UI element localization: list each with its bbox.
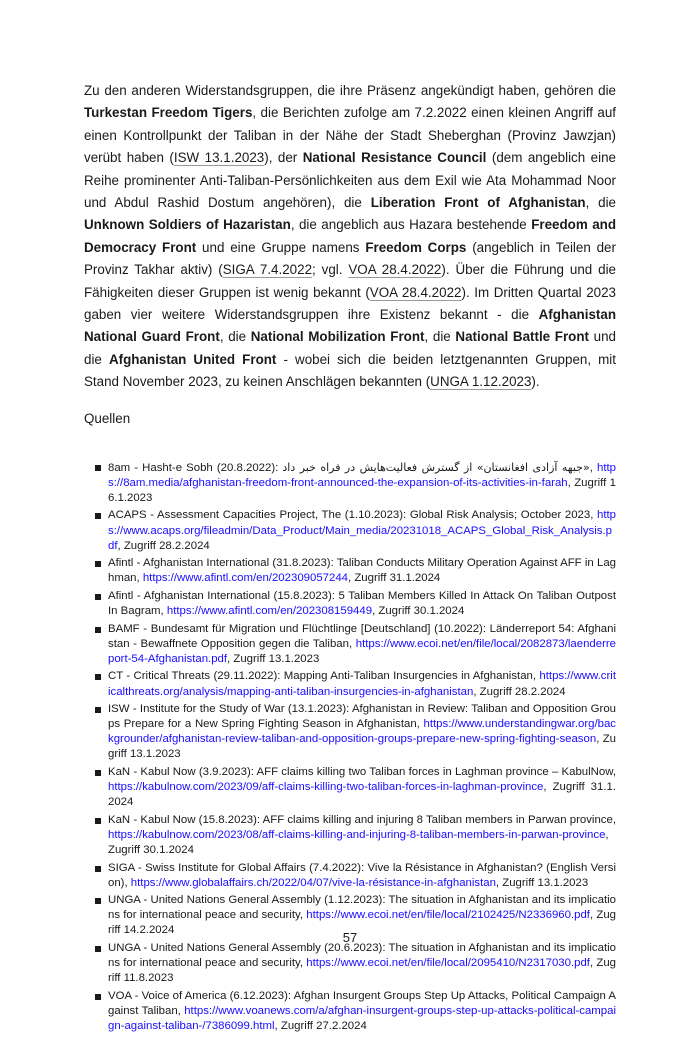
- citation-link[interactable]: ISW 13.1.2023: [173, 150, 265, 166]
- source-url-link[interactable]: https://www.ecoi.net/en/file/local/2102425/N2336960.pdf: [306, 909, 590, 922]
- text: ). Im Dritten Quartal 2023 gaben vier weitere Widerstandsgruppen ihre Existenz bekannt - die: [84, 284, 616, 323]
- source-item: [108, 941, 616, 986]
- text: , die: [585, 195, 617, 211]
- source-item: [108, 669, 616, 699]
- source-item: [108, 861, 616, 891]
- group-name: Liberation Front of Afghanistan: [370, 195, 586, 211]
- source-url-link[interactable]: https://www.globalaffairs.ch/2022/04/07/vive-la-résistance-in-afghanistan: [130, 876, 496, 889]
- group-name: National Mobilization Front: [250, 329, 425, 345]
- source-url-link[interactable]: https://www.acaps.org/fileadmin/Data_Product/Main_media/20231018_ACAPS_Global_Risk_Analysis.pdf: [108, 509, 616, 552]
- text: ), der: [264, 150, 303, 166]
- text: (angeblich in Teilen der Provinz Takhar aktiv) (: [84, 239, 616, 278]
- source-text: ACAPS - Assessment Capacities Project, The (1.10.2023): Global Risk Analysis; October 2023,: [108, 509, 597, 522]
- text: , die angeblich aus Hazara bestehende: [290, 217, 532, 233]
- source-access-date: , Zugriff 31.1.2024: [348, 572, 441, 585]
- text: , die: [424, 329, 456, 345]
- group-name: Freedom Corps: [365, 239, 467, 255]
- source-access-date: , Zugriff 13.1.2023: [227, 652, 320, 665]
- source-text: ,: [589, 461, 597, 474]
- source-item: [108, 589, 616, 619]
- source-text: BAMF - Bundesamt für Migration und Flüchtlinge [Deutschland] (10.2022): Länderreport 54: Afghanistan - Bewaffnete Opposition gegen die Taliban,: [108, 622, 616, 650]
- text: ; vgl.: [312, 262, 349, 278]
- source-item: [108, 556, 616, 586]
- source-text: Afintl - Afghanistan International (15.8.2023): 5 Taliban Members Killed In Attack On Taliban Outpost In Bagram,: [108, 589, 616, 618]
- source-access-date: , Zugriff 16.1.2023: [108, 476, 616, 504]
- source-access-date: , Zugriff 27.2.2024: [274, 1019, 367, 1032]
- text: Zu den anderen Widerstandsgruppen, die ihre Präsenz angekündigt haben, gehören die: [84, 83, 616, 98]
- text: und eine Gruppe namens: [196, 239, 366, 255]
- source-text: CT - Critical Threats (29.11.2022): Mapping Anti-Taliban Insurgencies in Afghanistan,: [108, 670, 540, 683]
- source-text: KaN - Kabul Now (15.8.2023): AFF claims killing and injuring 8 Taliban members in Parwan province,: [108, 813, 616, 826]
- text: (dem angeblich eine Reihe prominenter Anti-Taliban-Persönlichkeiten aus dem Exil wie Ata Mohammad Noor und Abdul Rashid Dostum angehören), die: [84, 150, 616, 211]
- citation-link[interactable]: UNGA 1.12.2023: [430, 374, 532, 390]
- source-text: SIGA - Swiss Institute for Global Affairs (7.4.2022): Vive la Résistance in Afghanistan? (English Version),: [108, 861, 616, 889]
- text: und die: [84, 329, 617, 367]
- group-name: National Resistance Council: [302, 150, 487, 166]
- source-access-date: , Zugriff 31.1.2024: [108, 781, 616, 809]
- source-url-link[interactable]: https://www.voanews.com/a/afghan-insurgent-groups-step-up-attacks-political-campaign-against-taliban-/7386099.html: [108, 1004, 616, 1032]
- source-title-persian: «جبهه آزادی افغانستان» از گسترش فعالیت‌هایش در فراه خبر داد: [282, 460, 590, 474]
- source-text: UNGA - United Nations General Assembly (20.6.2023): The situation in Afghanistan and its implications for international peace and security,: [108, 942, 616, 970]
- group-name: Afghanistan United Front: [108, 351, 277, 367]
- source-url-link[interactable]: https://www.afintl.com/en/202309057244: [142, 572, 348, 585]
- source-text: UNGA - United Nations General Assembly (1.12.2023): The situation in Afghanistan and its implications for international peace and security,: [108, 894, 616, 922]
- source-access-date: , Zugriff 13.1.2023: [108, 733, 616, 761]
- citation-link[interactable]: VOA 28.4.2022: [369, 284, 462, 300]
- citation-link[interactable]: SIGA 7.4.2022: [222, 262, 313, 278]
- source-url-link[interactable]: https://kabulnow.com/2023/08/aff-claims-killing-and-injuring-8-taliban-members-in-parwan-province: [108, 828, 606, 841]
- source-text: VOA - Voice of America (6.12.2023): Afghan Insurgent Groups Step Up Attacks, Political Campaign Against Taliban,: [108, 989, 616, 1017]
- page-body: [84, 80, 616, 1037]
- source-item: [108, 702, 616, 762]
- source-access-date: , Zugriff 13.1.2023: [495, 876, 589, 889]
- source-item: [108, 622, 616, 667]
- source-item: [108, 765, 616, 810]
- source-item: [108, 813, 616, 858]
- source-text: KaN - Kabul Now (3.9.2023): AFF claims killing two Taliban forces in Laghman province – KabulNow,: [108, 765, 616, 778]
- source-text: Afintl - Afghanistan International (31.8.2023): Taliban Conducts Military Operation Against AFF in Laghman,: [108, 557, 616, 585]
- source-access-date: , Zugriff 14.2.2024: [108, 909, 616, 937]
- source-text: ISW - Institute for the Study of War (13.1.2023): Afghanistan in Review: Taliban and Opposition Groups Prepare for a New Spring Fighting Season in Afghanistan,: [108, 703, 616, 731]
- group-name: Afghanistan National Guard Front: [84, 307, 616, 345]
- source-access-date: , Zugriff 11.8.2023: [108, 957, 616, 985]
- page-number: 57: [342, 930, 358, 945]
- source-url-link[interactable]: https://www.understandingwar.org/backgrounder/afghanistan-review-taliban-and-opposition-groups-prepare-new-spring-fighting-season: [108, 718, 616, 746]
- source-item: [108, 460, 616, 506]
- source-url-link[interactable]: https://www.ecoi.net/en/file/local/2082873/laenderreport-54-Afghanistan.pdf: [108, 637, 616, 665]
- citation-link[interactable]: VOA 28.4.2022: [348, 262, 442, 278]
- text: ). Über die Führung und die Fähigkeiten dieser Gruppen ist wenig bekannt (: [84, 262, 616, 300]
- source-access-date: , Zugriff 30.1.2024: [108, 828, 609, 856]
- source-item: [108, 989, 616, 1034]
- group-name: Freedom and Democracy Front: [84, 217, 616, 255]
- source-url-link[interactable]: https://8am.media/afghanistan-freedom-front-announced-the-expansion-of-its-activities-in-farah: [108, 461, 616, 489]
- source-text: 8am - Hasht-e Sobh (20.8.2022):: [108, 461, 283, 474]
- group-name: Unknown Soldiers of Hazaristan: [84, 217, 291, 233]
- sources-list: [84, 460, 616, 1034]
- sources-heading: Quellen: [84, 410, 131, 426]
- source-access-date: , Zugriff 28.2.2024: [117, 539, 210, 552]
- source-access-date: , Zugriff 28.2.2024: [473, 685, 566, 698]
- text: - wobei sich die beiden letztgenannten Gruppen, mit Stand November 2023, zu keinen Anschlägen bekannten (: [84, 351, 616, 390]
- group-name: National Battle Front: [455, 329, 589, 345]
- source-url-link[interactable]: https://www.criticalthreats.org/analysis/mapping-anti-taliban-insurgencies-in-afghanistan: [108, 670, 616, 698]
- source-item: [108, 508, 616, 553]
- group-name: Turkestan Freedom Tigers: [84, 105, 253, 121]
- source-url-link[interactable]: https://www.ecoi.net/en/file/local/2095410/N2317030.pdf: [306, 957, 590, 970]
- source-access-date: , Zugriff 30.1.2024: [372, 605, 465, 618]
- text: ).: [531, 374, 540, 390]
- source-url-link[interactable]: https://kabulnow.com/2023/09/aff-claims-killing-two-taliban-forces-in-laghman-province: [108, 781, 544, 794]
- text: , die: [219, 329, 251, 345]
- text: , die Berichten zufolge am 7.2.2022 einen kleinen Angriff auf einen Kontrollpunkt der Taliban in der Nähe der Stadt Sheberghan (Provinz Jawzjan) verübt haben (: [84, 105, 616, 166]
- body-paragraph: [84, 80, 616, 394]
- source-url-link[interactable]: https://www.afintl.com/en/202308159449: [166, 605, 373, 618]
